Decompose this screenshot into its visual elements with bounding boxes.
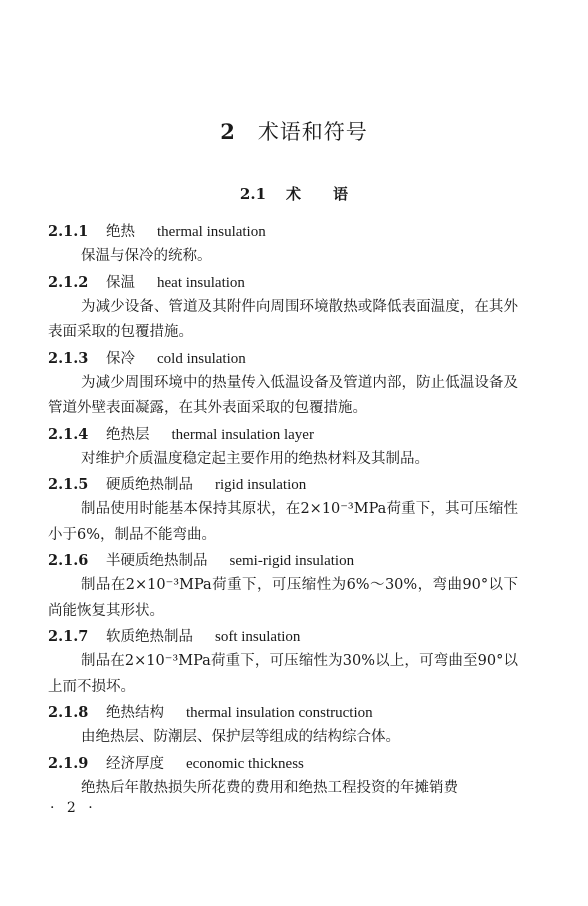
term-heading <box>48 423 518 447</box>
term-definition: 由绝热层、防潮层、保护层等组成的结构综合体。 <box>81 729 400 745</box>
term-entry <box>48 271 518 346</box>
term-number: 2.1.5 <box>48 476 89 493</box>
term-heading <box>48 752 518 776</box>
term-heading <box>48 473 518 497</box>
term-entry <box>48 549 518 624</box>
term-chinese: 绝热 <box>106 224 135 240</box>
term-number: 2.1.9 <box>48 754 89 772</box>
term-number: 2.1.3 <box>48 349 89 367</box>
section-name-part2: 语 <box>333 185 349 203</box>
term-number: 2.1.8 <box>48 704 89 721</box>
term-number: 2.1.7 <box>48 628 89 645</box>
term-english: heat insulation <box>157 274 245 291</box>
term-entry <box>48 347 518 422</box>
terms-list <box>48 220 518 802</box>
term-heading <box>48 347 518 371</box>
term-definition: 制品在2×10⁻³MPa荷重下，可压缩性为30%以上，可弯曲至90°以上而不损坏。 <box>48 653 518 695</box>
term-heading <box>48 549 518 573</box>
term-entry <box>48 752 518 802</box>
term-english: thermal insulation <box>157 224 266 240</box>
term-definition: 保温与保冷的统称。 <box>81 248 212 264</box>
term-chinese: 保温 <box>106 274 135 291</box>
term-number: 2.1.1 <box>48 223 89 240</box>
term-chinese: 保冷 <box>106 350 135 367</box>
term-entry <box>48 220 518 270</box>
term-definition: 对维护介质温度稳定起主要作用的绝热材料及其制品。 <box>81 450 429 467</box>
term-chinese: 硬质绝热制品 <box>106 477 193 493</box>
chapter-number: 2 <box>220 119 236 144</box>
term-english: cold insulation <box>157 350 246 367</box>
page-number: · 2 · <box>50 800 97 816</box>
term-english: thermal insulation construction <box>186 705 373 721</box>
section-number: 2.1 <box>239 185 267 203</box>
term-definition: 制品在2×10⁻³MPa荷重下，可压缩性为6%～30%，弯曲90°以下尚能恢复其形状。 <box>48 577 518 619</box>
term-english: soft insulation <box>215 629 301 645</box>
term-entry <box>48 473 518 548</box>
term-definition: 绝热后年散热损失所花费的费用和绝热工程投资的年摊销费 <box>81 779 458 796</box>
term-definition: 为减少周围环境中的热量传入低温设备及管道内部，防止低温设备及管道外壁表面凝露，在其外表面采取的包覆措施。 <box>48 374 518 416</box>
term-entry <box>48 625 518 700</box>
term-number: 2.1.6 <box>48 552 89 569</box>
term-heading <box>48 625 518 649</box>
term-english: thermal insulation layer <box>171 426 314 443</box>
section-title <box>0 183 588 204</box>
term-definition: 为减少设备、管道及其附件向周围环境散热或降低表面温度，在其外表面采取的包覆措施。 <box>48 298 518 340</box>
term-heading <box>48 701 518 725</box>
term-english: economic thickness <box>186 755 304 772</box>
term-heading <box>48 220 518 244</box>
term-chinese: 软质绝热制品 <box>106 629 193 645</box>
term-number: 2.1.4 <box>48 425 89 443</box>
term-english: rigid insulation <box>215 477 307 493</box>
term-chinese: 绝热层 <box>106 426 150 443</box>
term-chinese: 绝热结构 <box>106 705 164 721</box>
term-english: semi-rigid insulation <box>229 553 355 569</box>
chapter-name: 术语和符号 <box>257 120 368 144</box>
term-entry <box>48 701 518 751</box>
term-entry <box>48 423 518 473</box>
term-heading <box>48 271 518 295</box>
chapter-title <box>0 116 588 146</box>
term-number: 2.1.2 <box>48 273 89 291</box>
term-definition: 制品使用时能基本保持其原状，在2×10⁻³MPa荷重下，其可压缩性小于6%，制品不能弯曲。 <box>48 501 518 543</box>
term-chinese: 半硬质绝热制品 <box>106 553 208 569</box>
section-name-part1: 术 <box>286 185 302 203</box>
term-chinese: 经济厚度 <box>106 755 164 772</box>
